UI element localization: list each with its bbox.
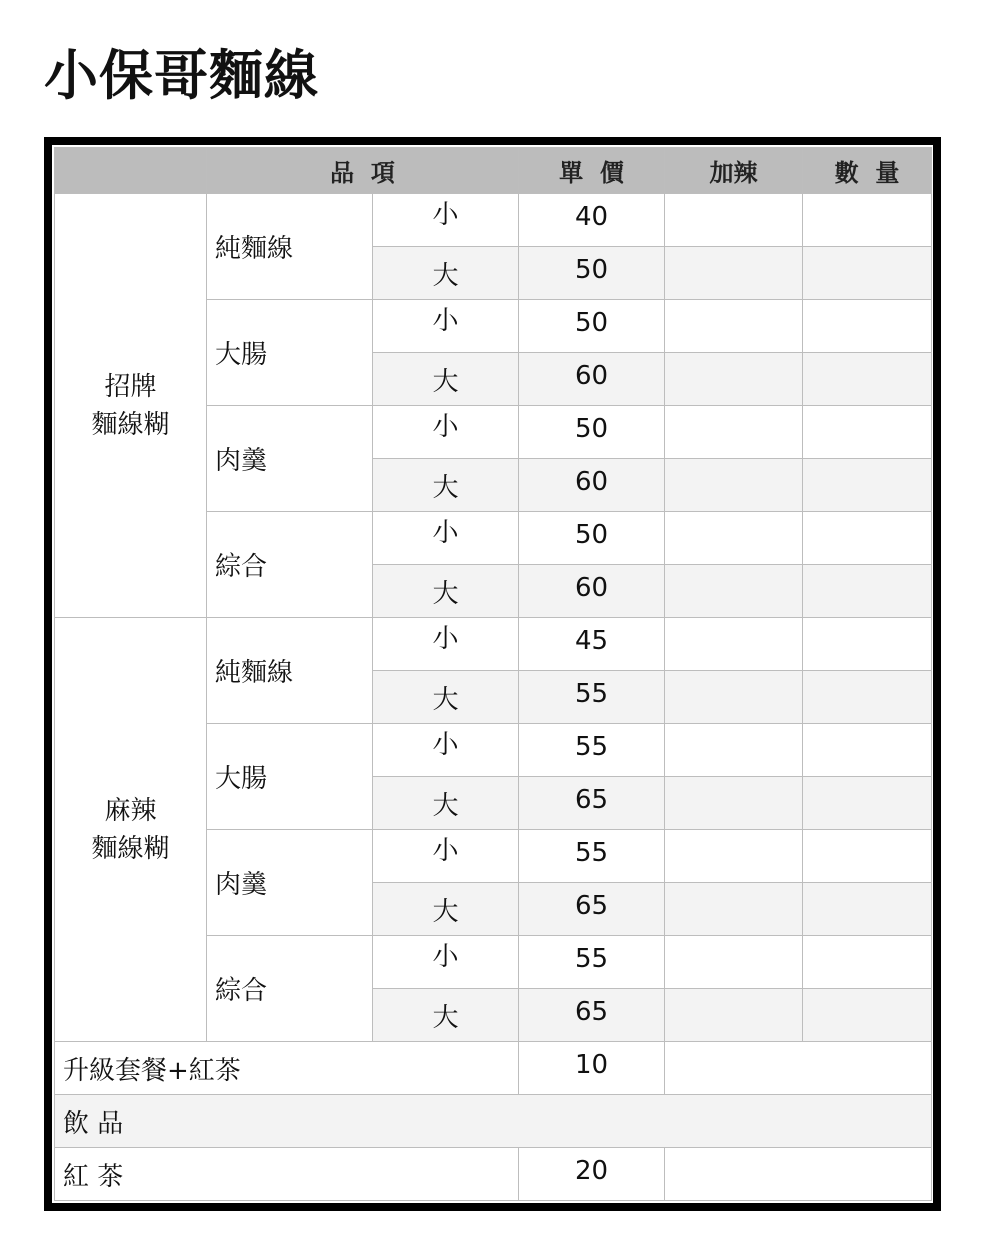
- upgrade-row: [55, 1042, 932, 1095]
- size-label: 小: [373, 300, 519, 353]
- qty-cell[interactable]: [803, 671, 932, 724]
- category-name-line1: 招牌: [104, 371, 157, 402]
- price-cell: 65: [519, 777, 665, 830]
- category-cell: [55, 618, 207, 1042]
- price-cell: 60: [519, 565, 665, 618]
- qty-cell[interactable]: [803, 830, 932, 883]
- upgrade-label: 升級套餐+紅茶: [55, 1042, 519, 1095]
- price-cell: 50: [519, 406, 665, 459]
- menu-title: 小保哥麵線: [44, 44, 319, 107]
- qty-cell[interactable]: [803, 512, 932, 565]
- header-row: [55, 148, 932, 194]
- header-price: 單 價: [519, 148, 665, 194]
- drink-row: [55, 1148, 932, 1201]
- price-cell: 60: [519, 459, 665, 512]
- price-cell: 50: [519, 247, 665, 300]
- qty-cell[interactable]: [803, 989, 932, 1042]
- price-cell: 65: [519, 883, 665, 936]
- size-label: 小: [373, 618, 519, 671]
- category-cell: [55, 194, 207, 618]
- header-spicy: 加辣: [665, 148, 803, 194]
- category-name-line2: 麵線糊: [91, 409, 170, 440]
- spicy-cell[interactable]: [665, 777, 803, 830]
- price-cell: 55: [519, 671, 665, 724]
- size-label: 大: [373, 353, 519, 406]
- qty-cell[interactable]: [803, 777, 932, 830]
- spicy-cell[interactable]: [665, 671, 803, 724]
- qty-cell[interactable]: [803, 406, 932, 459]
- size-label: 大: [373, 671, 519, 724]
- qty-cell[interactable]: [803, 300, 932, 353]
- price-cell: 50: [519, 300, 665, 353]
- size-label: 小: [373, 936, 519, 989]
- qty-cell[interactable]: [803, 883, 932, 936]
- qty-cell[interactable]: [803, 565, 932, 618]
- size-label: 大: [373, 565, 519, 618]
- upgrade-price: 10: [519, 1042, 665, 1095]
- spicy-cell[interactable]: [665, 353, 803, 406]
- size-label: 大: [373, 989, 519, 1042]
- qty-cell[interactable]: [803, 936, 932, 989]
- spicy-cell[interactable]: [665, 247, 803, 300]
- qty-cell[interactable]: [803, 459, 932, 512]
- size-label: 大: [373, 883, 519, 936]
- menu-body: [55, 194, 932, 1201]
- header-blank: [55, 148, 207, 194]
- price-cell: 40: [519, 194, 665, 247]
- category-name-line2: 麵線糊: [91, 833, 170, 864]
- spicy-cell[interactable]: [665, 936, 803, 989]
- item-name: 純麵線: [207, 618, 373, 724]
- drink-price: 20: [519, 1148, 665, 1201]
- spicy-cell[interactable]: [665, 512, 803, 565]
- item-name: 大腸: [207, 724, 373, 830]
- qty-cell[interactable]: [803, 618, 932, 671]
- item-name: 純麵線: [207, 194, 373, 300]
- upgrade-qty-cell[interactable]: [665, 1042, 932, 1095]
- drink-qty-cell[interactable]: [665, 1148, 932, 1201]
- drinks-heading-row: [55, 1095, 932, 1148]
- spicy-cell[interactable]: [665, 989, 803, 1042]
- price-cell: 55: [519, 936, 665, 989]
- spicy-cell[interactable]: [665, 565, 803, 618]
- item-name: 綜合: [207, 936, 373, 1042]
- price-cell: 65: [519, 989, 665, 1042]
- qty-cell[interactable]: [803, 724, 932, 777]
- size-label: 小: [373, 830, 519, 883]
- spicy-cell[interactable]: [665, 194, 803, 247]
- spicy-cell[interactable]: [665, 406, 803, 459]
- table-row: [55, 194, 932, 247]
- size-label: 大: [373, 459, 519, 512]
- item-name: 肉羹: [207, 406, 373, 512]
- table-row: [55, 618, 932, 671]
- size-label: 小: [373, 512, 519, 565]
- qty-cell[interactable]: [803, 194, 932, 247]
- item-name: 肉羹: [207, 830, 373, 936]
- price-cell: 45: [519, 618, 665, 671]
- price-cell: 55: [519, 724, 665, 777]
- spicy-cell[interactable]: [665, 300, 803, 353]
- size-label: 小: [373, 406, 519, 459]
- spicy-cell[interactable]: [665, 459, 803, 512]
- size-label: 大: [373, 247, 519, 300]
- category-name-line1: 麻辣: [104, 795, 157, 826]
- qty-cell[interactable]: [803, 353, 932, 406]
- order-form-frame: [44, 137, 941, 1211]
- spicy-cell[interactable]: [665, 830, 803, 883]
- drink-label: 紅 茶: [55, 1148, 519, 1201]
- size-label: 大: [373, 777, 519, 830]
- price-cell: 55: [519, 830, 665, 883]
- price-cell: 60: [519, 353, 665, 406]
- spicy-cell[interactable]: [665, 724, 803, 777]
- header-item: 品 項: [207, 148, 519, 194]
- size-label: 小: [373, 194, 519, 247]
- order-table: [54, 147, 932, 1201]
- item-name: 綜合: [207, 512, 373, 618]
- spicy-cell[interactable]: [665, 618, 803, 671]
- spicy-cell[interactable]: [665, 883, 803, 936]
- size-label: 小: [373, 724, 519, 777]
- item-name: 大腸: [207, 300, 373, 406]
- header-qty: 數 量: [803, 148, 932, 194]
- drinks-heading: 飲 品: [55, 1095, 932, 1148]
- price-cell: 50: [519, 512, 665, 565]
- qty-cell[interactable]: [803, 247, 932, 300]
